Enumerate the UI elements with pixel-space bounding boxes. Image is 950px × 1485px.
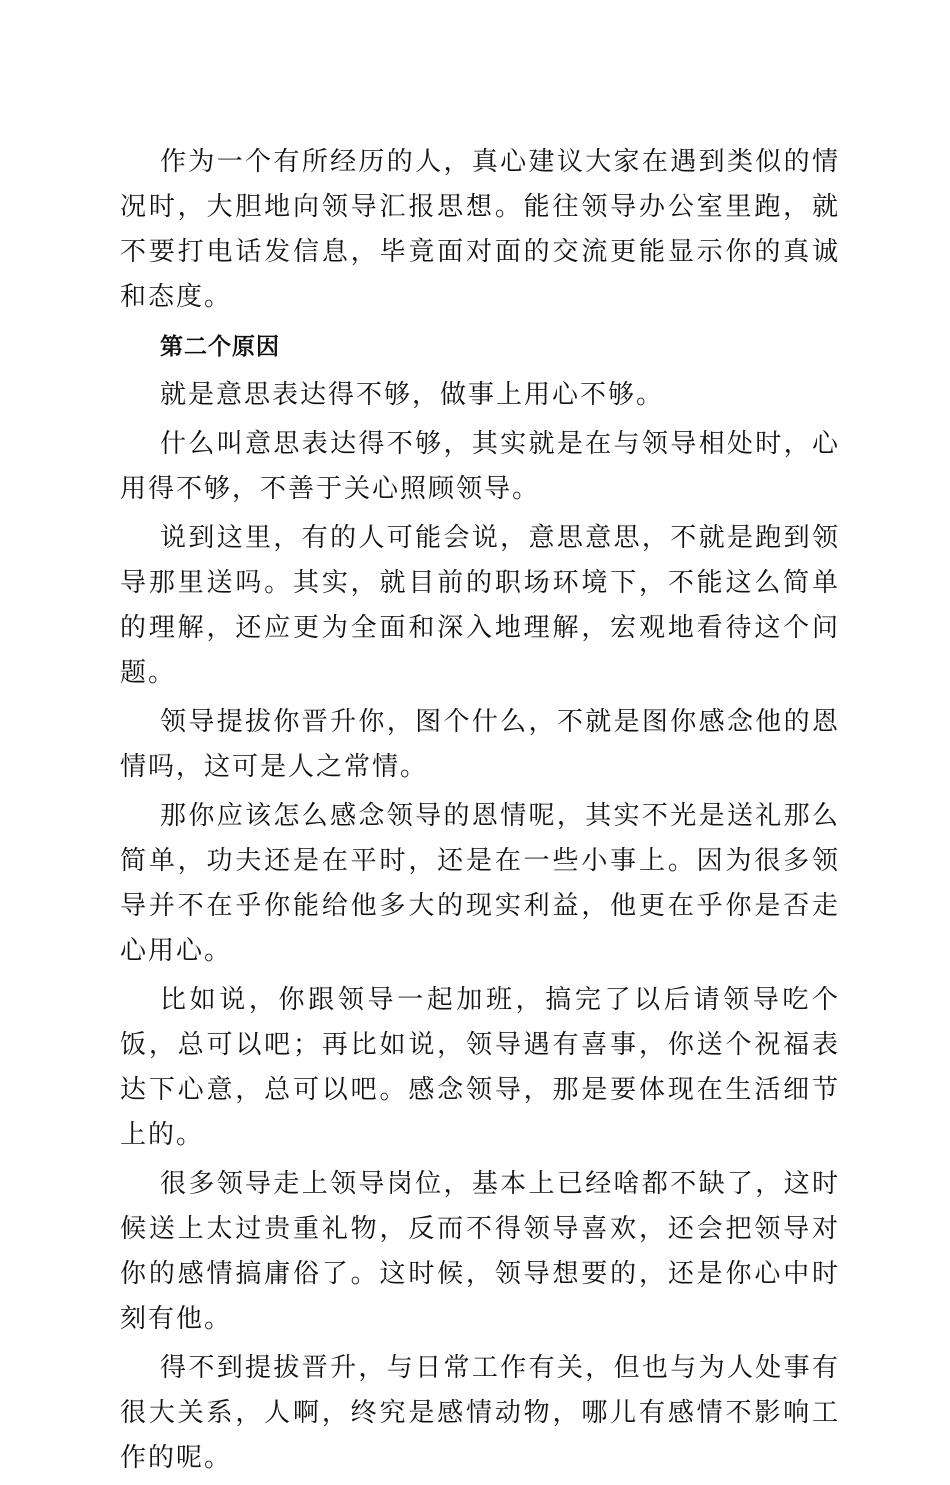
paragraph-how-to-thank: 那你应该怎么感念领导的恩情呢，其实不光是送礼那么简单，功夫还是在平时，还是在一些小事上。因为很多领导并不在乎你能给他多大的现实利益，他更在乎你是否走心用心。 [120, 801, 840, 966]
paragraph-gifts: 很多领导走上领导岗位，基本上已经啥都不缺了，这时候送上太过贵重礼物，反而不得领导喜欢，还会把领导对你的感情搞庸俗了。这时候，领导想要的，还是你心中时刻有他。 [120, 1169, 840, 1334]
document-body [120, 140, 840, 1485]
paragraph-reason-summary: 就是意思表达得不够，做事上用心不够。 [160, 380, 665, 410]
paragraph-examples: 比如说，你跟领导一起加班，搞完了以后请领导吃个饭，总可以吧；再比如说，领导遇有喜事，你送个祝福表达下心意，总可以吧。感念领导，那是要体现在生活细节上的。 [120, 985, 840, 1150]
paragraph-conclusion: 得不到提拔晋升，与日常工作有关，但也与为人处事有很大关系，人啊，终究是感情动物，哪儿有感情不影响工作的呢。 [120, 1353, 840, 1473]
section-heading-second-reason: 第二个原因 [160, 333, 280, 360]
paragraph-clarification: 说到这里，有的人可能会说，意思意思，不就是跑到领导那里送吗。其实，就目前的职场环境下，不能这么简单的理解，还应更为全面和深入地理解，宏观地看待这个问题。 [120, 523, 840, 688]
paragraph-definition: 什么叫意思表达得不够，其实就是在与领导相处时，心用得不够，不善于关心照顾领导。 [120, 429, 840, 504]
paragraph-advice: 作为一个有所经历的人，真心建议大家在遇到类似的情况时，大胆地向领导汇报思想。能往领导办公室里跑，就不要打电话发信息，毕竟面对面的交流更能显示你的真诚和态度。 [120, 147, 840, 312]
paragraph-gratitude: 领导提拔你晋升你，图个什么，不就是图你感念他的恩情吗，这可是人之常情。 [120, 707, 840, 782]
